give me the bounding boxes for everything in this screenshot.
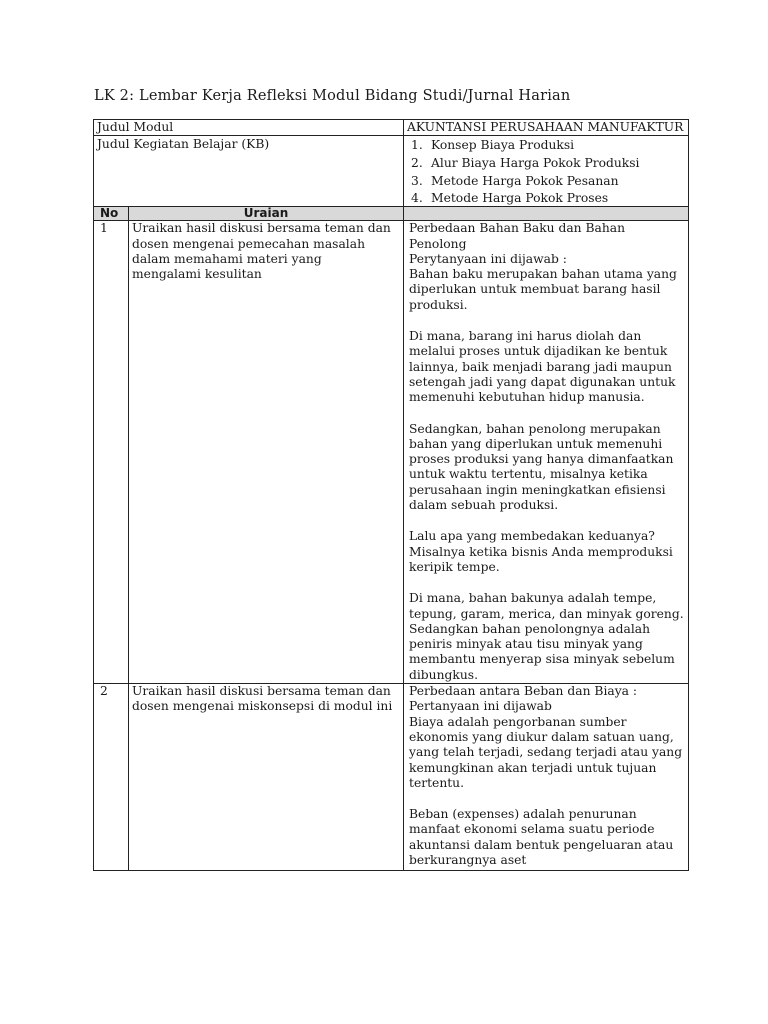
column-header-no: No (94, 207, 129, 221)
answer-paragraph: Perbedaan antara Beban dan Biaya : Pertanyaan ini dijawab Biaya adalah pengorbanan sumber ekonomis yang diukur dalam satuan uang, yang telah terjadi, sedang terjadi atau yang kemungkinan akan terjadi untuk tujuan tertentu. (409, 684, 683, 790)
answer-paragraph: Di mana, barang ini harus diolah dan melalui proses untuk dijadikan ke bentuk lainnya, baik menjadi barang jadi maupun setengah jadi yang dapat digunakan untuk memenuhi kebutuhan hidup manusia. (409, 329, 676, 405)
column-header-blank (404, 207, 689, 221)
row-prompt: Uraikan hasil diskusi bersama teman dan dosen mengenai pemecahan masalah dalam memahami materi yang mengalami kesulitan (129, 221, 404, 684)
judul-kb-list-cell (404, 136, 689, 207)
answer-paragraph: Di mana, bahan bakunya adalah tempe, tepung, garam, merica, dan minyak goreng. Sedangkan bahan penolongnya adalah peniris minyak atau tisu minyak yang membantu menyerap sisa minyak sebelum dibungkus. (409, 591, 684, 682)
row-number: 1 (94, 221, 129, 684)
answer-paragraph: Beban (expenses) adalah penurunan manfaat ekonomi selama suatu periode akuntansi dalam bentuk pengeluaran atau berkurangnya aset (409, 807, 674, 867)
kb-list-item: 4. Metode Harga Pokok Proses (411, 191, 609, 206)
reflection-table (93, 119, 689, 871)
judul-modul-label: Judul Modul (94, 120, 404, 136)
column-header-uraian: Uraian (129, 207, 404, 221)
kb-list-item: 2. Alur Biaya Harga Pokok Produksi (411, 156, 640, 171)
kb-list-item: 1. Konsep Biaya Produksi (411, 138, 575, 153)
judul-kb-row (94, 136, 689, 207)
kb-list-item: 3. Metode Harga Pokok Pesanan (411, 174, 619, 189)
judul-kb-label: Judul Kegiatan Belajar (KB) (94, 136, 404, 207)
answer-paragraph: Sedangkan, bahan penolong merupakan bahan yang diperlukan untuk memenuhi proses produksi yang hanya dimanfaatkan untuk waktu tertentu, misalnya ketika perusahaan ingin meningkatkan efisiensi dalam sebuah produksi. (409, 421, 674, 513)
row-prompt: Uraikan hasil diskusi bersama teman dan dosen mengenai miskonsepsi di modul ini (129, 684, 404, 871)
table-header-row (94, 207, 689, 221)
row-answer (404, 221, 689, 684)
kb-list (407, 136, 685, 206)
judul-modul-row (94, 120, 689, 136)
row-number: 2 (94, 684, 129, 871)
page-title: LK 2: Lembar Kerja Refleksi Modul Bidang Studi/Jurnal Harian (94, 88, 571, 104)
row-answer (404, 684, 689, 871)
table-row (94, 221, 689, 684)
judul-modul-value: AKUNTANSI PERUSAHAAN MANUFAKTUR (404, 120, 689, 136)
answer-paragraph: Perbedaan Bahan Baku dan Bahan Penolong Perytanyaan ini dijawab : Bahan baku merupakan bahan utama yang diperlukan untuk membuat barang hasil produksi. (409, 221, 677, 312)
table-row (94, 684, 689, 871)
answer-paragraph: Lalu apa yang membedakan keduanya? Misalnya ketika bisnis Anda memproduksi keripik tempe. (409, 529, 673, 574)
